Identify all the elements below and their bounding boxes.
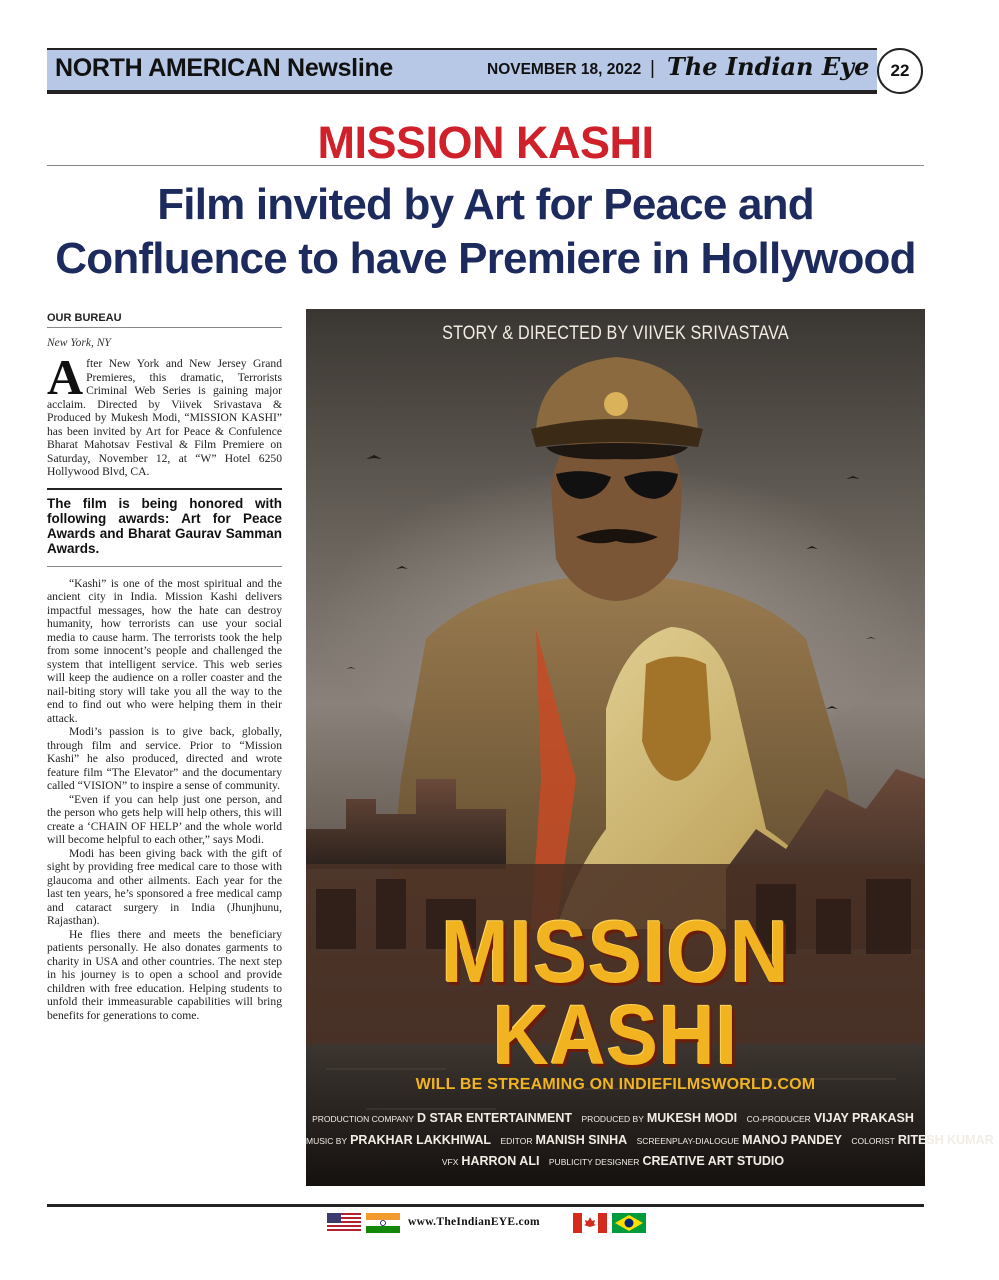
lead-paragraph <box>47 349 282 479</box>
headline-line-2: Confluence to have Premiere in Hollywood <box>55 234 916 283</box>
credit-name: D STAR ENTERTAINMENT <box>416 1111 573 1125</box>
poster-title-line-2: KASHI <box>492 988 739 1082</box>
website-url: www.TheIndianEYE.com <box>408 1216 540 1228</box>
header-separator: | <box>650 58 655 79</box>
poster-credits-row-3 <box>306 1152 925 1170</box>
byline: OUR BUREAU <box>47 312 282 328</box>
credit-label: CO-PRODUCER <box>746 1114 811 1124</box>
poster-director-credit: STORY & DIRECTED BY VIIVEK SRIVASTAVA <box>442 323 789 344</box>
body-paragraph: Modi has been giving back with the gift of sight by providing free medical care to those with glaucoma and other ailments. Each year for the last ten years, he’s sponsored a free medical camp and cataract surgery in India (Jhunjhunu, Rajasthan). <box>47 846 282 927</box>
poster-streaming-note: WILL BE STREAMING ON INDIEFILMSWORLD.COM <box>415 1076 816 1093</box>
credit-name: VIJAY PRAKASH <box>813 1111 914 1125</box>
credit-label: SCREENPLAY-DIALOGUE <box>636 1136 740 1146</box>
issue-date: NOVEMBER 18, 2022 <box>487 61 642 78</box>
credit-name: HARRON ALI <box>461 1154 540 1168</box>
poster-credits-row-1 <box>306 1109 925 1127</box>
poster-credits-row-2 <box>306 1131 994 1149</box>
publication-logo: The Indian Eye <box>667 52 870 81</box>
page-footer <box>0 1213 971 1235</box>
lead-text: fter New York and New Jersey Grand Premieres, this dramatic, Terrorists Criminal Web Series is gaining major acclaim. Directed by Viivek Srivastava & Produced by Mukesh Modi, “MISSION KASHI” has been invited by Art for Peace & Confulence Bharat Mahotsav Festival & Film Premiere on Saturday, November 12, at “W” Hotel 6250 Hollywood Blvd, CA. <box>47 357 282 478</box>
credit-name: RITESH KUMAR <box>897 1133 994 1147</box>
kicker-divider <box>47 165 924 166</box>
body-paragraph: Modi’s passion is to give back, globally, through film and service. Prior to “Mission Kashi” he also produced, directed and wrote feature film “The Elevator” and the documentary called “VISION” to inspire a sense of community. <box>47 725 282 792</box>
page-number: 22 <box>877 48 923 94</box>
credit-name: MANOJ PANDEY <box>742 1133 842 1147</box>
credit-label: COLORIST <box>851 1136 895 1146</box>
credit-name: MUKESH MODI <box>646 1111 738 1125</box>
article-column <box>47 312 282 1022</box>
credit-label: PRODUCTION COMPANY <box>312 1114 414 1124</box>
page-header <box>47 46 924 98</box>
pull-quote: The film is being honored with following awards: Art for Peace Awards and Bharat Gaurav Samman Awards. <box>47 488 282 556</box>
footer-divider <box>47 1204 924 1207</box>
body-paragraph: “Kashi” is one of the most spiritual and the ancient city in India. Mission Kashi delivers impactful messages, how the hate can destroy humanity, how terrorists can use your social media to cause harm. The terrorists took the help from some innocent’s people and challenged the system that intelligent service. This web series will keep the audience on a roller coaster and the nail-biting story will take you all the way to the end to find out who were helping them in their attack. <box>47 576 282 725</box>
usa-flag-icon <box>327 1213 361 1233</box>
credit-label: PUBLICITY DESIGNER <box>548 1157 640 1167</box>
headline-line-1: Film invited by Art for Peace and <box>157 180 814 229</box>
india-flag-icon <box>366 1213 400 1233</box>
body-paragraph: “Even if you can help just one person, and the person who gets help will help others, this will create a ‘CHAIN OF HELP’ and the whole world will become helpful to each other,” says Modi. <box>47 792 282 846</box>
canada-flag-icon <box>573 1213 607 1233</box>
credit-name: PRAKHAR LAKKHIWAL <box>350 1133 492 1147</box>
credit-name: MANISH SINHA <box>535 1133 628 1147</box>
credit-name: CREATIVE ART STUDIO <box>642 1154 785 1168</box>
body-paragraph: He flies there and meets the beneficiary patients personally. He also donates garments to charity in USA and other countries. The next step in his journey is to open a school and provide children with free education. Helping students to unfold their immeasurable capabilities will bring benefits for generations to come. <box>47 927 282 1022</box>
section-name: NORTH AMERICAN Newsline <box>55 54 394 82</box>
credit-label: MUSIC BY <box>306 1136 348 1146</box>
movie-poster <box>306 309 994 1186</box>
dateline: New York, NY <box>47 337 111 349</box>
credit-label: VFX <box>441 1157 459 1167</box>
credit-label: EDITOR <box>500 1136 533 1146</box>
poster-title-line-1: MISSION <box>441 902 790 1001</box>
brazil-flag-icon <box>612 1213 646 1233</box>
pull-quote-divider <box>47 566 282 567</box>
article-headline <box>30 178 941 286</box>
credit-label: PRODUCED BY <box>581 1114 644 1124</box>
article-kicker: MISSION KASHI <box>317 117 654 168</box>
drop-cap: A <box>47 349 84 405</box>
